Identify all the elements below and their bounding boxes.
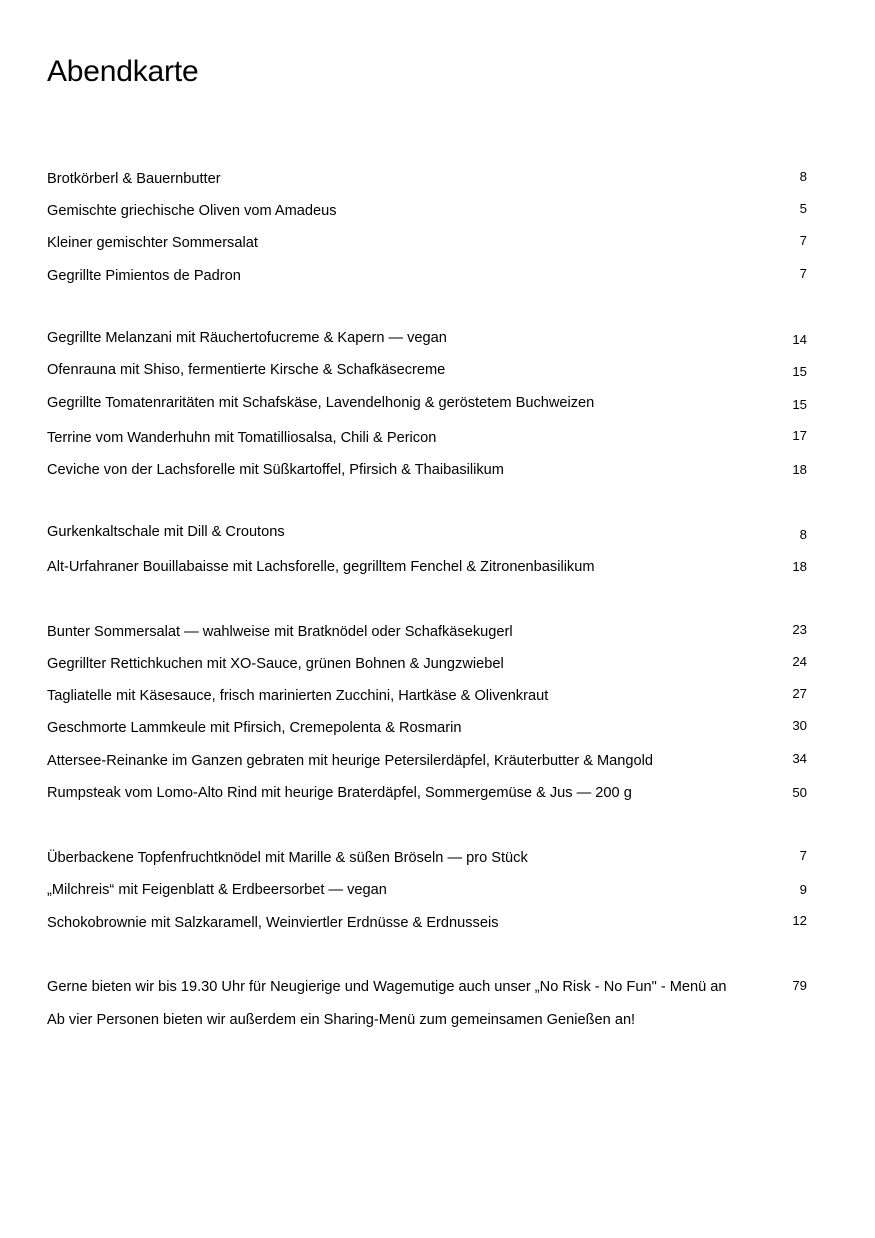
menu-item-price: 12 — [792, 913, 807, 928]
menu-item-price: 24 — [792, 654, 807, 669]
menu-item — [47, 359, 812, 381]
menu-item-price: 9 — [799, 882, 807, 897]
menu-item-name: Alt-Urfahraner Bouillabaisse mit Lachsforelle, gegrilltem Fenchel & Zitronenbasilikum — [47, 559, 595, 575]
menu-item — [47, 168, 812, 190]
menu-item-name: Kleiner gemischter Sommersalat — [47, 235, 258, 251]
menu-item-name: Tagliatelle mit Käsesauce, frisch marinierten Zucchini, Hartkäse & Olivenkraut — [47, 688, 549, 704]
menu-item-price: 7 — [799, 266, 807, 281]
menu-item — [47, 976, 812, 998]
menu-item-name: Ceviche von der Lachsforelle mit Süßkartoffel, Pfirsich & Thaibasilikum — [47, 462, 504, 478]
menu-item-price: 15 — [792, 364, 807, 379]
menu-item-price: 34 — [792, 751, 807, 766]
menu-item — [47, 912, 812, 934]
menu-item-name: Gegrillte Pimientos de Padron — [47, 268, 241, 284]
menu-item-name: Gegrillte Tomatenraritäten mit Schafskäse, Lavendelhonig & geröstetem Buchweizen — [47, 395, 595, 411]
menu-item-name: Geschmorte Lammkeule mit Pfirsich, Cremepolenta & Rosmarin — [47, 720, 462, 736]
menu-item-name: Brotkörberl & Bauernbutter — [47, 171, 221, 187]
menu-item-price: 14 — [792, 332, 807, 347]
menu-item-price: 23 — [792, 622, 807, 637]
menu-item — [47, 782, 812, 804]
page-title: Abendkarte — [47, 55, 199, 88]
menu-item-price: 30 — [792, 718, 807, 733]
menu-item — [47, 717, 812, 739]
menu-item-name: Überbackene Topfenfruchtknödel mit Marille & süßen Bröseln — pro Stück — [47, 850, 528, 866]
menu-item-name: Rumpsteak vom Lomo-Alto Rind mit heurige Braterdäpfel, Sommergemüse & Jus — 200 g — [47, 785, 632, 801]
menu-item-price: 27 — [792, 686, 807, 701]
menu-note-text: Ab vier Personen bieten wir außerdem ein Sharing-Menü zum gemeinsamen Genießen an! — [47, 1012, 636, 1028]
menu-note — [47, 1009, 812, 1031]
menu-item — [47, 392, 812, 414]
menu-item-name: Gegrillte Melanzani mit Räuchertofucreme & Kapern — vegan — [47, 330, 447, 346]
menu-item-name: Terrine vom Wanderhuhn mit Tomatilliosalsa, Chili & Pericon — [47, 430, 437, 446]
menu-item-price: 7 — [799, 233, 807, 248]
menu-item-price: 15 — [792, 397, 807, 412]
menu-item-price: 18 — [792, 559, 807, 574]
menu-item-name: Gemischte griechische Oliven vom Amadeus — [47, 203, 337, 219]
menu-item — [47, 327, 812, 349]
menu-item — [47, 653, 812, 675]
menu-item — [47, 750, 812, 772]
menu-item — [47, 847, 812, 869]
menu-item-name: Bunter Sommersalat — wahlweise mit Bratknödel oder Schafkäsekugerl — [47, 624, 513, 640]
menu-item-name: Ofenrauna mit Shiso, fermentierte Kirsche & Schafkäsecreme — [47, 362, 446, 378]
menu-item — [47, 521, 812, 543]
menu-item-name: „Milchreis“ mit Feigenblatt & Erdbeersorbet — vegan — [47, 882, 387, 898]
menu-item-price: 79 — [792, 978, 807, 993]
menu-item — [47, 556, 812, 578]
menu-item-name: Attersee-Reinanke im Ganzen gebraten mit heurige Petersilerdäpfel, Kräuterbutter & Mangold — [47, 753, 653, 769]
menu-item-name: Gegrillter Rettichkuchen mit XO-Sauce, grünen Bohnen & Jungzwiebel — [47, 656, 504, 672]
menu-item-name: Gerne bieten wir bis 19.30 Uhr für Neugierige und Wagemutige auch unser „No Risk - No Fun" - Menü an — [47, 979, 727, 995]
menu-item-price: 18 — [792, 462, 807, 477]
menu-item-price: 5 — [799, 201, 807, 216]
menu-item-price: 7 — [799, 848, 807, 863]
menu-item — [47, 459, 812, 481]
menu-item-price: 8 — [799, 527, 807, 542]
menu-item — [47, 200, 812, 222]
menu-item-name: Gurkenkaltschale mit Dill & Croutons — [47, 524, 285, 540]
menu-item — [47, 685, 812, 707]
menu-item-name: Schokobrownie mit Salzkaramell, Weinviertler Erdnüsse & Erdnusseis — [47, 915, 499, 931]
menu-item — [47, 879, 812, 901]
menu-item — [47, 232, 812, 254]
menu-item — [47, 427, 812, 449]
menu-item — [47, 621, 812, 643]
menu-item-price: 50 — [792, 785, 807, 800]
menu-item — [47, 265, 812, 287]
menu-item-price: 17 — [792, 428, 807, 443]
menu-item-price: 8 — [799, 169, 807, 184]
